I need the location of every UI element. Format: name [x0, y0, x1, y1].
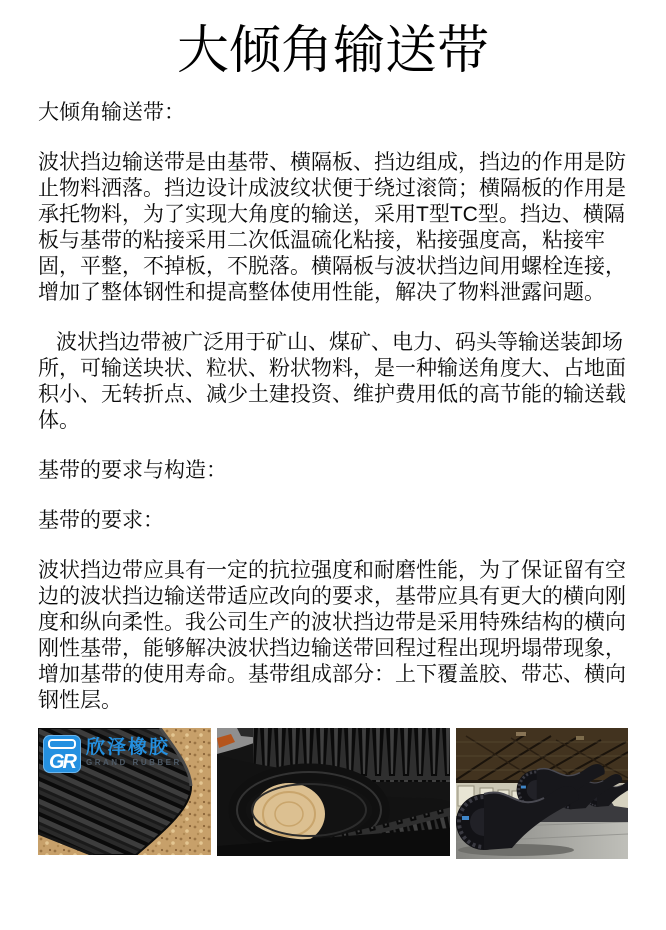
paragraph-base-belt-details: 波状挡边带应具有一定的抗拉强度和耐磨性能，为了保证留有空边的波状挡边输送带适应改向的要求，基带应具有更大的横向刚度和纵向柔性。我公司生产的波状挡边带是采用特殊结构的横向刚性基带，能够解决波状挡边输送带回程过程出现坍塌带现象，增加基带的使用寿命。基带组成部分：上下覆盖胶、带芯、横向钢性层。	[38, 559, 626, 712]
section-heading-base-belt-requirements: 基带的要求：	[38, 509, 164, 532]
warehouse-photo-illustration	[456, 728, 628, 859]
intro-heading: 大倾角输送带：	[38, 101, 185, 124]
brand-name-chinese: 欣泽橡胶	[86, 737, 171, 758]
product-photo-belt-loop-closeup	[217, 728, 450, 856]
brand-logo	[43, 735, 182, 773]
page-title: 大倾角输送带	[176, 22, 489, 80]
paragraph-applications: 波状挡边带被广泛用于矿山、煤矿、电力、码头等输送装卸场所，可输送块状、粒状、粉状物料，是一种输送角度大、占地面积小、无转折点、减少土建投资、维护费用低的高节能的输送载体。	[38, 331, 626, 432]
product-photo-warehouse-belts	[456, 728, 628, 859]
gr-logo-bar	[48, 739, 76, 749]
section-heading-base-belt-structure: 基带的要求与构造：	[38, 459, 227, 482]
belt-loop-photo-illustration	[217, 728, 450, 856]
brand-name-english: GRAND RUBBER	[86, 758, 182, 767]
product-photo-gallery	[38, 728, 666, 859]
paragraph-composition: 波状挡边输送带是由基带、横隔板、挡边组成，挡边的作用是防止物料洒落。挡边设计成波纹状便于绕过滚筒；横隔板的作用是承托物料，为了实现大角度的输送，采用T型TC型。挡边、横隔板与基带的粘接采用二次低温硫化粘接，粘接强度高，粘接牢固，平整，不掉板，不脱落。横隔板与波状挡边间用螺栓连接，增加了整体钢性和提高整体使用性能，解决了物料泄露问题。	[38, 151, 626, 304]
product-photo-sidewall-belt-sample	[38, 728, 211, 855]
gr-logo-letters: GR	[49, 751, 75, 773]
article-body	[38, 100, 630, 714]
gr-logo-icon	[43, 735, 81, 773]
